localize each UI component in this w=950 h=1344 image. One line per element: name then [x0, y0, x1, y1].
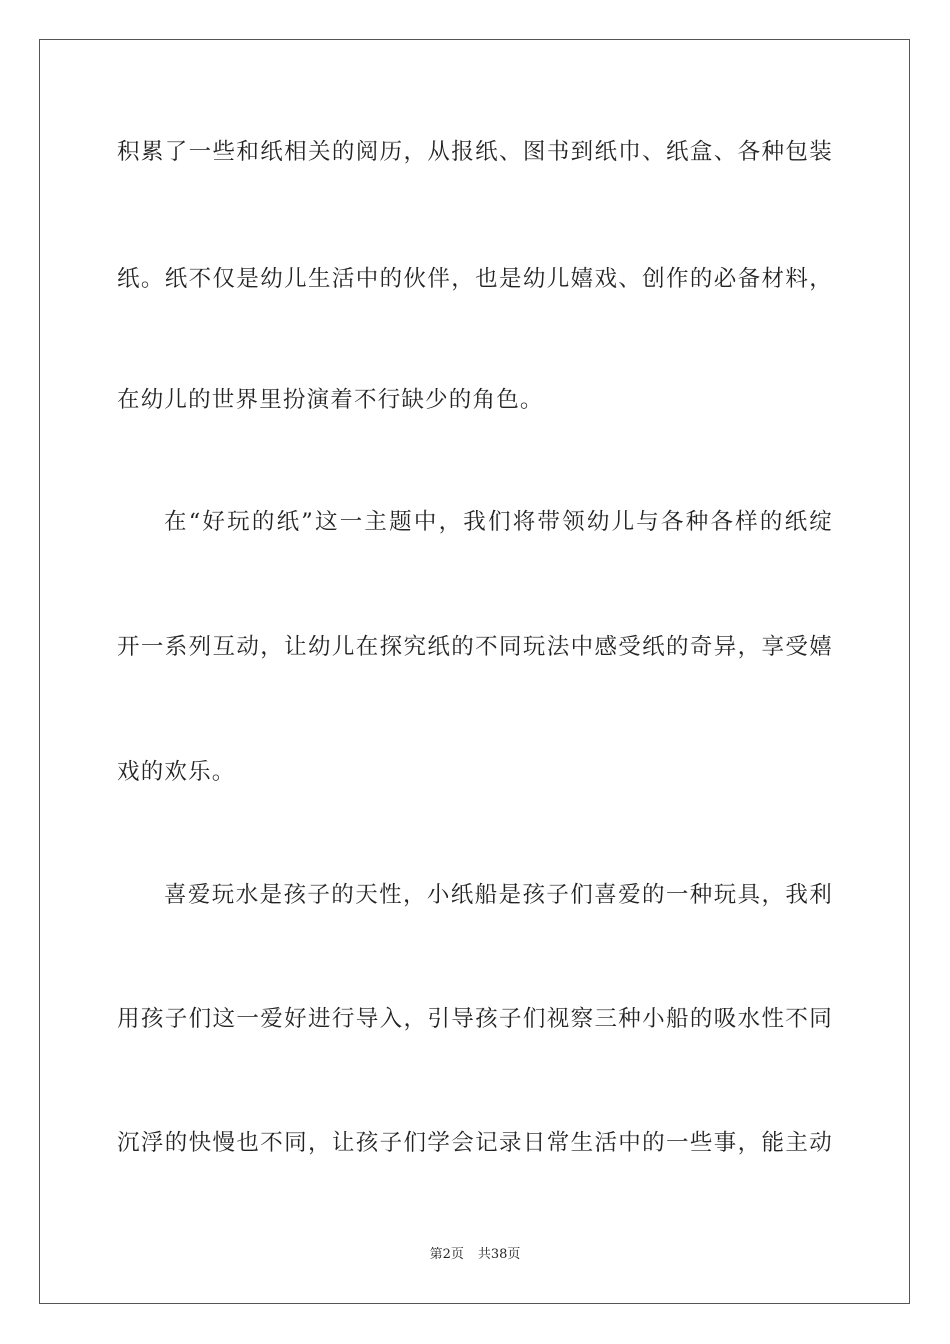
text-line: 用孩子们这一爱好进行导入，引导孩子们视察三种小船的吸水性不同: [117, 1006, 833, 1032]
text-line: 开一系列互动，让幼儿在探究纸的不同玩法中感受纸的奇异，享受嬉: [117, 634, 833, 660]
page-number: 第2页: [429, 1247, 464, 1262]
text-line: 戏的欢乐。: [117, 759, 236, 785]
text-line: 纸。纸不仅是幼儿生活中的伙伴，也是幼儿嬉戏、创作的必备材料，: [117, 266, 833, 292]
page-footer: [0, 1246, 950, 1264]
text-line: 在“好玩的纸”这一主题中，我们将带领幼儿与各种各样的纸绽: [164, 509, 833, 535]
page-border: [39, 39, 910, 1304]
text-line: 喜爱玩水是孩子的天性，小纸船是孩子们喜爱的一种玩具，我利: [164, 882, 833, 908]
text-line: 沉浮的快慢也不同，让孩子们学会记录日常生活中的一些事，能主动: [117, 1130, 833, 1156]
text-line: 积累了一些和纸相关的阅历，从报纸、图书到纸巾、纸盒、各种包装: [117, 139, 833, 165]
text-line: 在幼儿的世界里扮演着不行缺少的角色。: [117, 387, 544, 413]
page-total: 共38页: [477, 1247, 521, 1262]
